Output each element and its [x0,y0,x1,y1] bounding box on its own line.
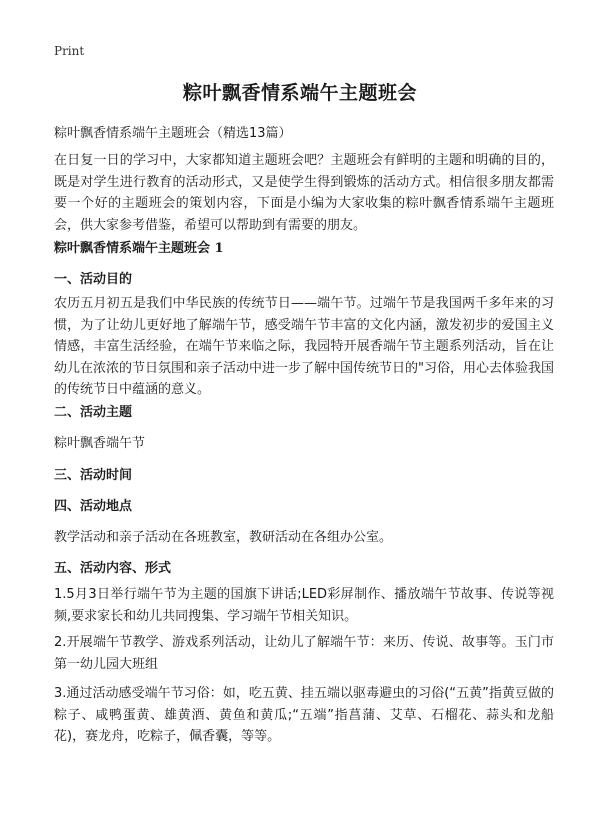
intro-paragraph: 在日复一日的学习中，大家都知道主题班会吧？主题班会有鲜明的主题和明确的目的，既是对学生进行教育的活动形式，又是使学生得到锻炼的活动方式。相信很多朋友都需要一个好的主题班会的策划内容，下面是小编为大家收集的粽叶飘香情系端午主题班会，供大家参考借鉴，希望可以帮助到有需要的朋友。 [54,153,554,233]
heading-activity-time: 三、活动时间 [54,468,133,483]
heading-activity-content: 五、活动内容、形式 [54,561,172,576]
content-item-3: 3.通过活动感受端午节习俗：如，吃五黄、挂五端以驱毒避虫的习俗(“五黄”指黄豆做的粽子、咸鸭蛋黄、雄黄酒、黄鱼和黄瓜;“五端”指菖蒲、艾草、石榴花、蒜头和龙船花)，赛龙舟，吃粽子，佩香囊，等等。 [54,686,554,744]
print-link[interactable]: Print [54,44,85,58]
content-item-2: 2.开展端午节教学、游戏系列活动，让幼儿了解端午节：来历、传说、故事等。玉门市第一幼儿园大班组 [54,635,554,672]
heading-activity-location: 四、活动地点 [54,499,133,514]
section-title: 粽叶飘香情系端午主题班会 1 [54,241,224,256]
theme-text: 粽叶飘香端午节 [54,436,146,451]
page-title: 粽叶飘香情系端午主题班会 [182,82,417,104]
location-text: 教学活动和亲子活动在各班教室，教研活动在各组办公室。 [54,530,393,545]
purpose-paragraph: 农历五月初五是我们中华民族的传统节日——端午节。过端午节是我国两千多年来的习惯，为了让幼儿更好地了解端午节，感受端午节丰富的文化内涵，激发初步的爱国主义情感，丰富生活经验，在端午节来临之际，我园特开展香端午节主题系列活动，旨在让幼儿在浓浓的节日氛围和亲子活动中进一步了解中国传统节日的"习俗，用心去体验我国的传统节日中蕴涵的意义。 [54,296,554,397]
content-item-1: 1.5月3日举行端午节为主题的国旗下讲话;LED彩屏制作、播放端午节故事、传说等视频,要求家长和幼儿共同搜集、学习端午节相关知识。 [54,587,554,624]
subtitle: 粽叶飘香情系端午主题班会（精选13篇） [54,126,292,141]
heading-activity-purpose: 一、活动目的 [54,272,133,287]
heading-activity-theme: 二、活动主题 [54,405,133,420]
